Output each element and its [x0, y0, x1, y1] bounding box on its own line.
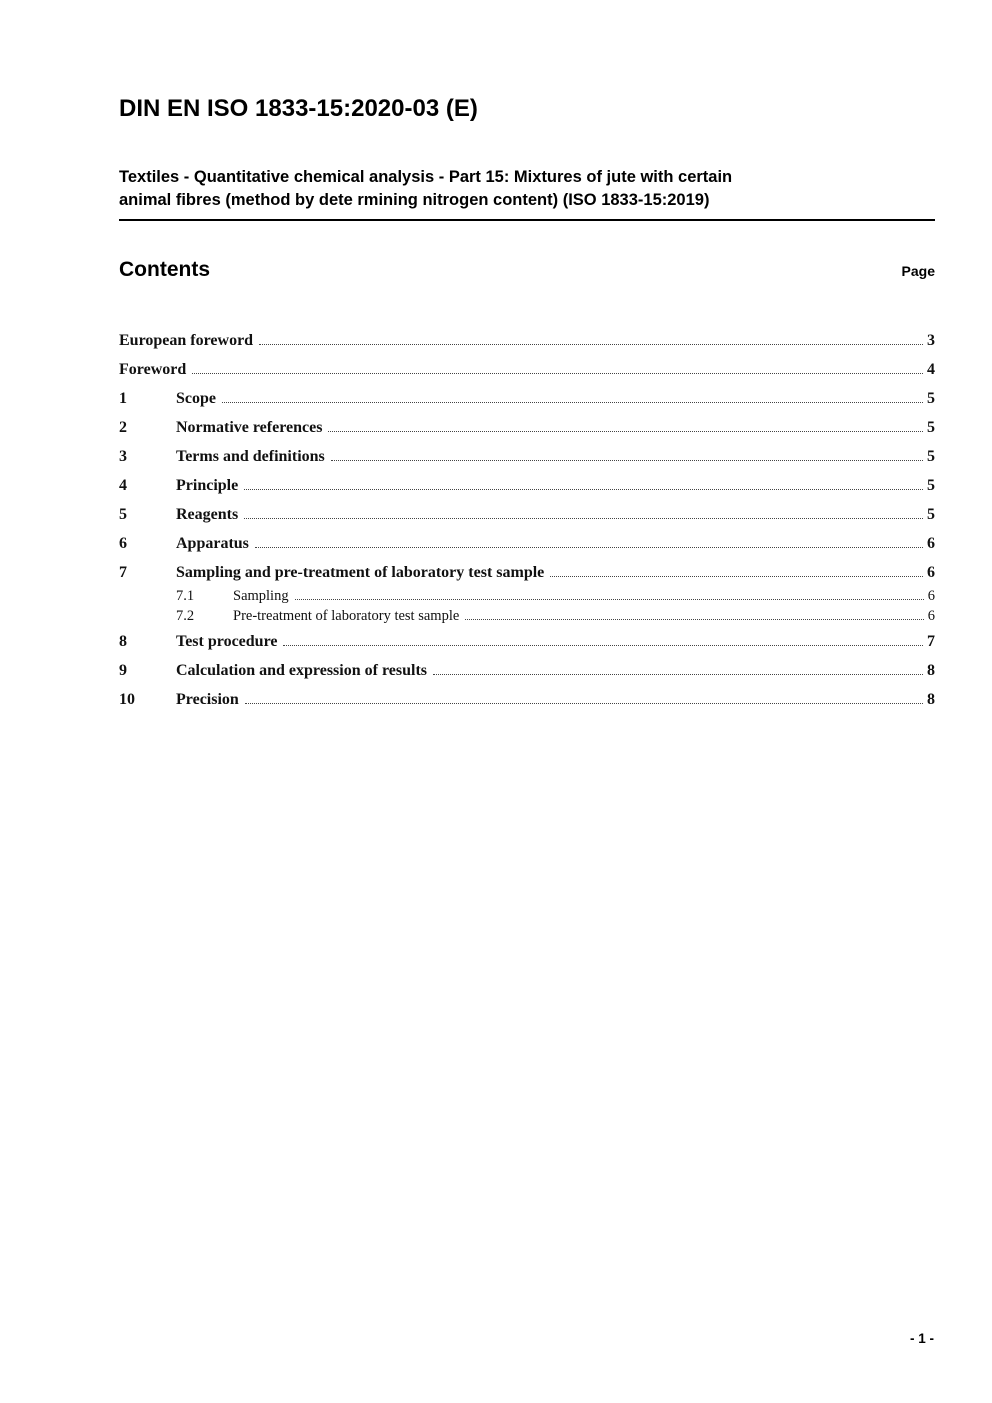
toc-entry-number: 1 [119, 390, 127, 407]
toc-entry-number: 10 [119, 691, 135, 708]
toc-entry-label: Reagents [176, 506, 239, 523]
toc-subentry[interactable] [119, 609, 935, 624]
toc-entry-label: Test procedure [176, 633, 278, 650]
toc-entry[interactable] [119, 419, 935, 436]
toc-entry-label: Apparatus [176, 535, 249, 552]
title-divider [119, 219, 935, 221]
toc-entry-page: 6 [927, 564, 935, 581]
toc-entry-number: 5 [119, 506, 127, 523]
page-number-footer: - 1 - [909, 1331, 934, 1346]
toc-entry[interactable] [119, 390, 935, 407]
document-title-line2: animal fibres (method by dete rmining nitrogen content) (ISO 1833-15:2019) [119, 191, 710, 209]
toc-entry-number: 6 [119, 535, 127, 552]
toc-entry-label: Terms and definitions [176, 448, 325, 465]
toc-entry[interactable] [119, 361, 935, 378]
toc-leader-dots [283, 643, 923, 646]
toc-entry-page: 6 [927, 588, 935, 604]
toc-entry[interactable] [119, 564, 935, 581]
toc-entry[interactable] [119, 332, 935, 349]
toc-leader-dots [244, 487, 923, 490]
toc-leader-dots [192, 371, 923, 374]
document-title-line1: Textiles - Quantitative chemical analysis - Part 15: Mixtures of jute with certain [119, 168, 733, 186]
toc-entry-page: 8 [927, 691, 935, 708]
toc-entry-label: Scope [176, 390, 216, 407]
toc-entry[interactable] [119, 477, 935, 494]
toc-entry-number: 7.1 [176, 588, 195, 604]
toc-entry-label: Foreword [119, 361, 187, 378]
toc-leader-dots [550, 574, 923, 577]
contents-heading: Contents [119, 258, 210, 281]
toc-entry-number: 7 [119, 564, 127, 581]
toc-leader-dots [255, 545, 923, 548]
toc-leader-dots [295, 597, 924, 600]
toc-entry[interactable] [119, 633, 935, 650]
toc-leader-dots [222, 400, 923, 403]
toc-entry-page: 5 [927, 390, 935, 407]
toc-entry-label: Sampling [233, 588, 289, 604]
toc-subentry[interactable] [119, 589, 935, 604]
toc-entry-label: Principle [176, 477, 239, 494]
toc-entry-page: 8 [927, 662, 935, 679]
toc-entry-number: 7.2 [176, 608, 195, 624]
toc-entry-label: Pre-treatment of laboratory test sample [233, 608, 460, 624]
toc-entry-number: 4 [119, 477, 127, 494]
toc-entry[interactable] [119, 662, 935, 679]
toc-entry-page: 4 [927, 361, 935, 378]
page-column-label: Page [901, 263, 935, 279]
toc-leader-dots [259, 342, 923, 345]
document-code: DIN EN ISO 1833-15:2020-03 (E) [119, 95, 478, 122]
toc-leader-dots [331, 458, 923, 461]
toc-entry-page: 6 [927, 535, 935, 552]
toc-entry[interactable] [119, 506, 935, 523]
toc-entry[interactable] [119, 448, 935, 465]
toc-leader-dots [245, 701, 923, 704]
toc-entry-number: 8 [119, 633, 127, 650]
toc-entry-page: 7 [927, 633, 935, 650]
toc-entry-label: Calculation and expression of results [176, 662, 427, 679]
toc-entry-label: European foreword [119, 332, 254, 349]
toc-entry-number: 2 [119, 419, 127, 436]
toc-entry[interactable] [119, 535, 935, 552]
toc-entry-label: Normative references [176, 419, 323, 436]
toc-entry-page: 5 [927, 506, 935, 523]
toc-entry-label: Sampling and pre-treatment of laboratory test sample [176, 564, 545, 581]
toc-leader-dots [328, 429, 923, 432]
toc-entry-number: 3 [119, 448, 127, 465]
contents-header-row [119, 258, 935, 282]
toc-entry-page: 5 [927, 419, 935, 436]
toc-entry[interactable] [119, 691, 935, 708]
toc-entry-page: 3 [927, 332, 935, 349]
document-title [119, 166, 935, 212]
toc-entry-page: 5 [927, 477, 935, 494]
table-of-contents [119, 332, 935, 708]
toc-entry-number: 9 [119, 662, 127, 679]
toc-entry-page: 6 [927, 608, 935, 624]
toc-entry-label: Precision [176, 691, 239, 708]
toc-leader-dots [433, 672, 923, 675]
toc-leader-dots [465, 617, 923, 620]
toc-leader-dots [244, 516, 923, 519]
toc-entry-page: 5 [927, 448, 935, 465]
